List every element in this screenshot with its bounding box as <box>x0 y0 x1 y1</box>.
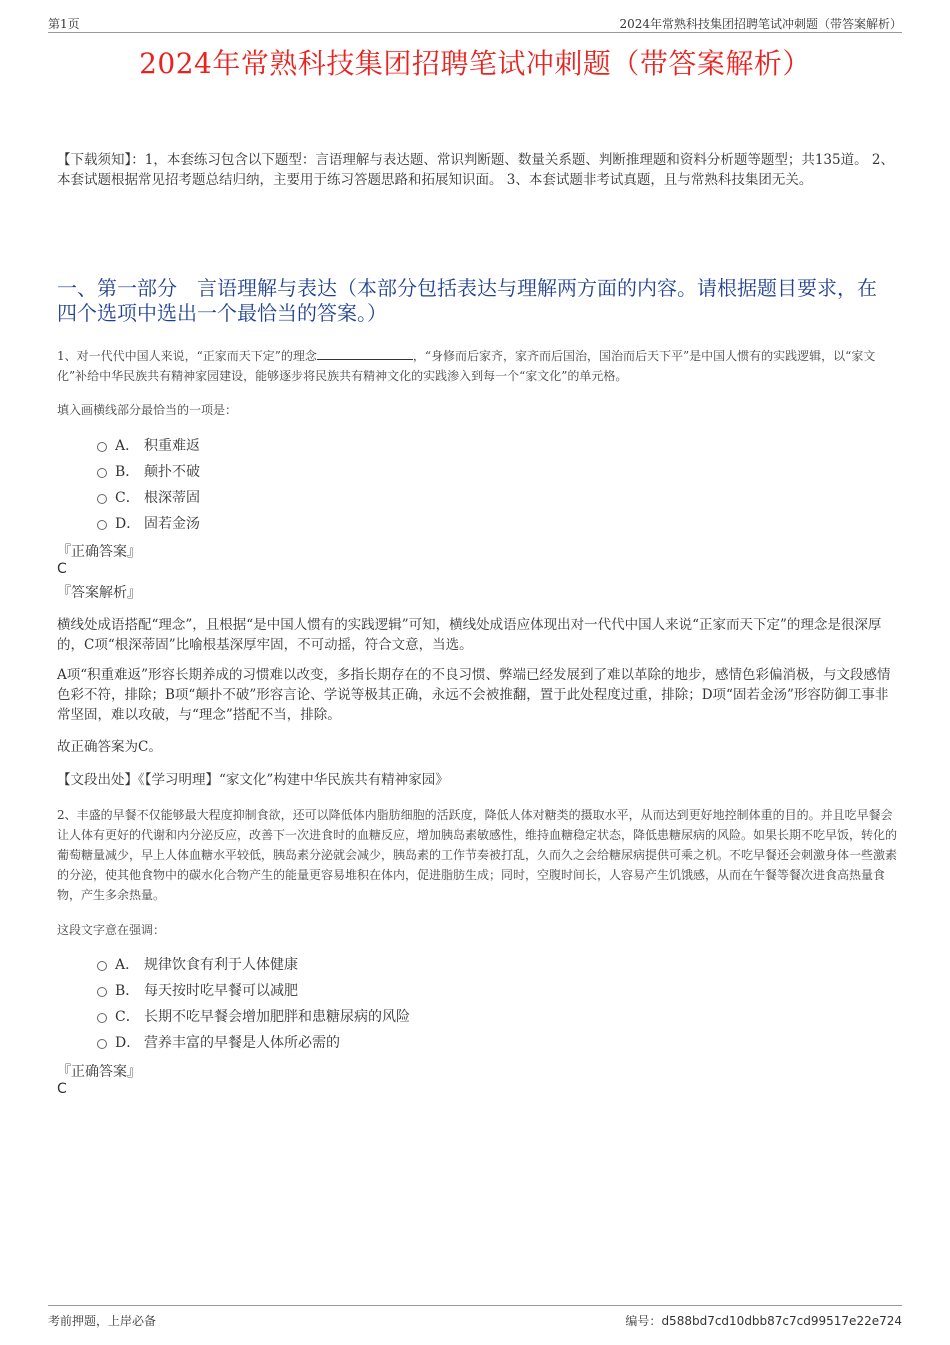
option-letter: D． <box>115 1035 141 1051</box>
correct-answer-label: 『正确答案』 <box>57 1064 141 1080</box>
option-text: 根深蒂固 <box>144 490 200 506</box>
download-notice: 【下载须知】：1，本套练习包含以下题型：言语理解与表达题、常识判断题、数量关系题、判断推理题和资料分析题等题型；共135道。 2、本套试题根据常见招考题总结归纳，主要用于练习答题思路和拓展知识面。 3、本套试题非考试真题，且与常熟科技集团无关。 <box>57 152 894 188</box>
question-2-text: 2、丰盛的早餐不仅能够最大程度抑制食欲，还可以降低体内脂肪细胞的活跃度，降低人体对糖类的摄取水平，从而达到更好地控制体重的目的。并且吃早餐会让人体有更好的代谢和内分泌反应，改善下一次进食时的血糖反应，增加胰岛素敏感性，维持血糖稳定状态，降低患糖尿病的风险。如果长期不吃早饭，转化的葡萄糖量减少，早上人体血糖水平较低，胰岛素分泌就会减少，胰岛素的工作节奏被打乱，久而久之会给糖尿病提供可乘之机。不吃早餐还会刺激身体一些激素的分泌，使其他食物中的碳水化合物产生的能量更容易堆积在体内，促进脂肪生成；同时，空腹时间长，人容易产生饥饿感，从而在午餐等餐次进食高热量食物，产生多余热量。 <box>57 808 898 902</box>
option-text: 规律饮食有利于人体健康 <box>144 957 298 973</box>
document-code <box>625 1312 902 1329</box>
option-letter: C． <box>115 490 140 506</box>
option-text: 每天按时吃早餐可以减肥 <box>144 983 298 999</box>
option-text: 营养丰富的早餐是人体所必需的 <box>144 1035 340 1051</box>
option-letter: B． <box>115 464 140 480</box>
option-letter: A． <box>115 438 140 454</box>
option-text: 固若金汤 <box>144 516 200 532</box>
analysis-paragraph: 横线处成语搭配“理念”，且根据“是中国人惯有的实践逻辑”可知，横线处成语应体现出对一代代中国人来说“正家而天下定”的理念是很深厚的，C项“根深蒂固”比喻根基深厚牢固，不可动摇，符合文意，当选。 <box>57 617 882 653</box>
radio-icon[interactable] <box>97 468 107 478</box>
radio-icon[interactable] <box>97 1039 107 1049</box>
page-header <box>48 14 902 33</box>
footer-slogan: 考前押题，上岸必备 <box>48 1314 157 1328</box>
radio-icon[interactable] <box>97 1013 107 1023</box>
option-text: 颠扑不破 <box>144 464 200 480</box>
correct-answer: C <box>57 1081 67 1097</box>
option-text: 积重难返 <box>144 438 200 454</box>
code-value: d588bd7cd10dbb87c7cd99517e22e724 <box>661 1314 902 1328</box>
radio-icon[interactable] <box>97 961 107 971</box>
radio-icon[interactable] <box>97 494 107 504</box>
analysis-conclusion: 故正确答案为C。 <box>57 739 162 755</box>
page-footer <box>48 1305 902 1328</box>
code-label: 编号： <box>625 1314 662 1328</box>
radio-icon[interactable] <box>97 520 107 530</box>
question-2-prompt: 这段文字意在强调： <box>57 923 166 937</box>
option-text: 长期不吃早餐会增加肥胖和患糖尿病的风险 <box>144 1009 410 1025</box>
analysis-label: 『答案解析』 <box>57 585 141 601</box>
option-letter: C． <box>115 1009 140 1025</box>
document-title: 2024年常熟科技集团招聘笔试冲刺题（带答案解析） <box>139 47 811 80</box>
section-heading: 一、第一部分 言语理解与表达（本部分包括表达与理解两方面的内容。请根据题目要求，在四个选项中选出一个最恰当的答案。） <box>57 276 877 325</box>
question-1-text-start: 1、对一代代中国人来说，“正家而天下定”的理念 <box>57 349 317 363</box>
question-1-text <box>57 345 898 386</box>
fill-in-blank <box>317 345 413 360</box>
radio-icon[interactable] <box>97 442 107 452</box>
correct-answer: C <box>57 561 67 577</box>
page-number: 第1页 <box>48 17 80 31</box>
analysis-paragraph: A项“积重难返”形容长期养成的习惯难以改变，多指长期存在的不良习惯、弊端已经发展到了难以革除的地步，感情色彩偏消极，与文段感情色彩不符，排除；B项“颠扑不破”形容言论、学说等极其正确，永远不会被推翻，置于此处程度过重，排除；D项“固若金汤”形容防御工事非常坚固，难以攻破，与“理念”搭配不当，排除。 <box>57 667 891 723</box>
source-citation: 【文段出处】《【学习明理】“家文化”构建中华民族共有精神家园》 <box>57 772 449 788</box>
header-doc-title: 2024年常熟科技集团招聘笔试冲刺题（带答案解析） <box>619 17 902 31</box>
option-letter: D． <box>115 516 141 532</box>
question-1-text-end: ，“身修而后家齐，家齐而后国治，国治而后天下平”是中国人惯有的实践逻辑，以“家文化”补给中华民族共有精神家园建设，能够逐步将民族共有精神文化的实践渗入到每一个“家文化”的单元格。 <box>57 349 876 383</box>
option-letter: A． <box>115 957 140 973</box>
question-1-prompt: 填入画横线部分最恰当的一项是： <box>57 403 238 417</box>
radio-icon[interactable] <box>97 987 107 997</box>
correct-answer-label: 『正确答案』 <box>57 544 141 560</box>
option-letter: B． <box>115 983 140 999</box>
